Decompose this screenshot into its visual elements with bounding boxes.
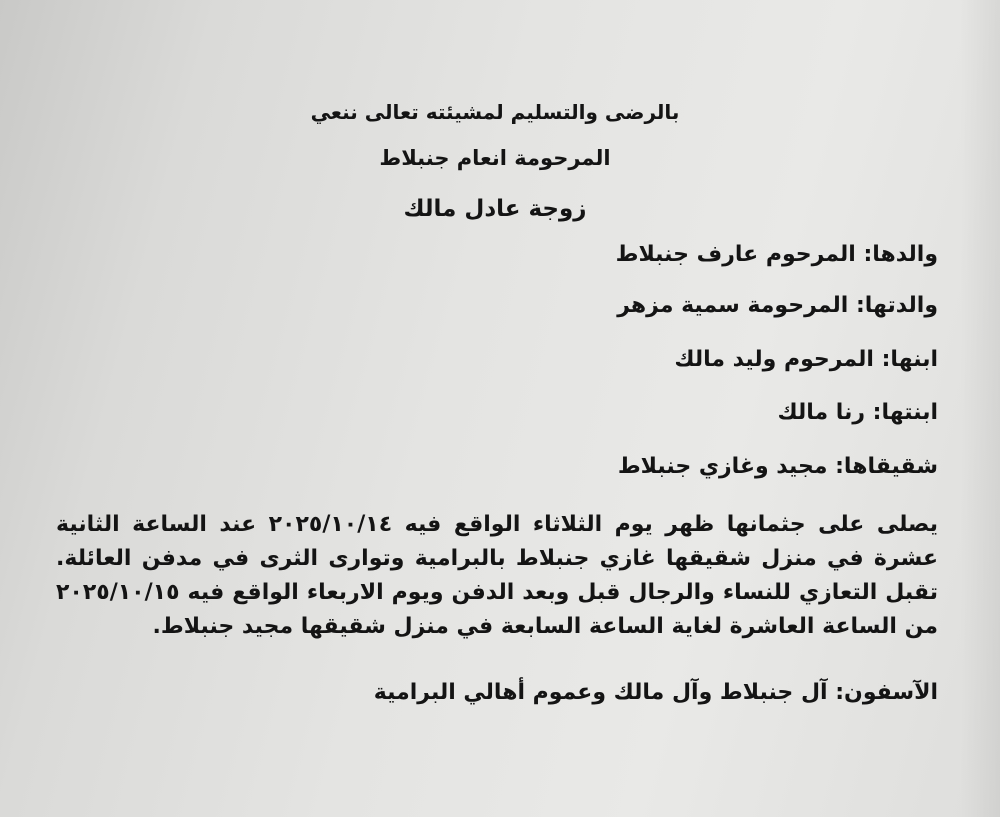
relative-son: ابنها: المرحوم وليد مالك bbox=[674, 347, 938, 372]
funeral-details-paragraph: يصلى على جثمانها ظهر يوم الثلاثاء الواقع فيه ٢٠٢٥/١٠/١٤ عند الساعة الثانية عشرة في منزل شقيقها غازي جنبلاط بالبرامية وتوارى الثرى في مدفن العائلة. تقبل التعازي للنساء والرجال قبل وبعد الدفن ويوم الاربعاء الواقع فيه ٢٠٢٥/١٠/١٥ من الساعة العاشرة لغاية الساعة السابعة في منزل شقيقها مجيد جنبلاط. bbox=[56, 512, 938, 639]
opening-line: بالرضى والتسليم لمشيئته تعالى ننعي bbox=[310, 100, 680, 124]
deceased-name: المرحومة انعام جنبلاط bbox=[379, 146, 611, 170]
mourners-signature: الآسفون: آل جنبلاط وآل مالك وعموم أهالي البرامية bbox=[373, 680, 938, 705]
relative-brothers: شقيقاها: مجيد وغازي جنبلاط bbox=[617, 454, 938, 479]
relative-father: والدها: المرحوم عارف جنبلاط bbox=[615, 242, 938, 267]
relative-mother: والدتها: المرحومة سمية مزهر bbox=[617, 293, 938, 318]
relative-daughter: ابنتها: رنا مالك bbox=[777, 400, 938, 425]
spouse-line: زوجة عادل مالك bbox=[403, 196, 587, 222]
page-edge-shadow bbox=[960, 0, 1000, 817]
